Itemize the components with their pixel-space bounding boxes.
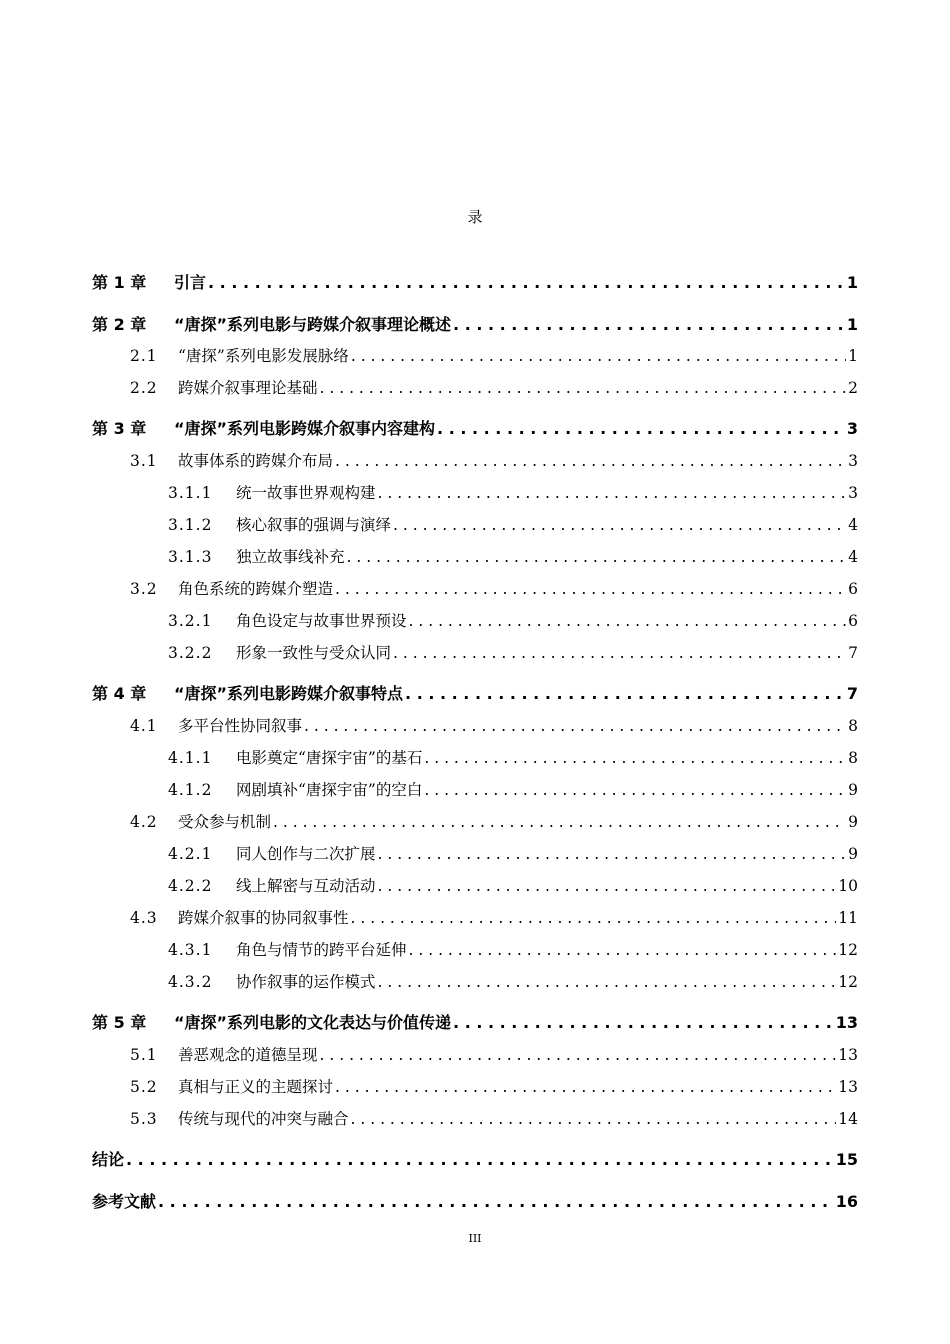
toc-entry-page: 4 [848, 516, 858, 534]
toc-entry[interactable] [130, 1075, 858, 1099]
toc-entry[interactable] [92, 416, 858, 440]
toc-entry-title: 故事体系的跨媒介布局 [178, 452, 334, 470]
toc-entry-page: 3 [848, 484, 858, 502]
toc-entry-number: 第 3 章 [92, 419, 147, 438]
toc-entry-title: 角色与情节的跨平台延伸 [236, 941, 407, 959]
toc-entry-page: 10 [838, 877, 858, 895]
toc-entry-number: 3.2.1 [168, 612, 213, 630]
toc-entry-title: “唐探”系列电影跨媒介叙事特点 [174, 684, 404, 703]
toc-entry-title: 跨媒介叙事理论基础 [178, 379, 318, 397]
toc-entry[interactable] [130, 344, 858, 368]
toc-entry[interactable] [92, 312, 858, 336]
toc-entry-number: 3.2.2 [168, 644, 213, 662]
toc-entry-page: 1 [846, 273, 858, 292]
toc-entry[interactable] [168, 938, 858, 962]
toc-entry[interactable] [168, 842, 858, 866]
toc-leader-dots [424, 749, 846, 767]
toc-entry-title: 引言 [174, 273, 207, 292]
toc-leader-dots [409, 612, 847, 630]
toc-entry-page: 1 [848, 347, 858, 365]
toc-entry[interactable] [92, 1189, 858, 1213]
toc-entry-page: 9 [848, 813, 858, 831]
toc-entry-page: 13 [835, 1013, 858, 1032]
toc-leader-dots [378, 845, 847, 863]
toc-entry[interactable] [168, 874, 858, 898]
toc-entry-number: 4.1.1 [168, 749, 213, 767]
toc-entry-number: 5.2 [130, 1078, 158, 1096]
toc-entry-number: 4.1.2 [168, 781, 213, 799]
toc-leader-dots [208, 273, 845, 292]
toc-leader-dots [378, 877, 837, 895]
toc-entry-page: 1 [846, 315, 858, 334]
toc-entry-page: 7 [848, 644, 858, 662]
toc-entry-page: 6 [848, 612, 858, 630]
toc-leader-dots [409, 941, 837, 959]
toc-entry[interactable] [168, 970, 858, 994]
toc-entry-page: 13 [838, 1078, 858, 1096]
toc-entry-title: 角色设定与故事世界预设 [236, 612, 407, 630]
toc-entry-page: 12 [838, 941, 858, 959]
toc-leader-dots [158, 1192, 834, 1211]
toc-entry[interactable] [168, 481, 858, 505]
toc-entry-number: 3.1.2 [168, 516, 213, 534]
toc-entry-title: 参考文献 [92, 1192, 157, 1211]
toc-entry[interactable] [130, 1107, 858, 1131]
toc-entry-page: 2 [848, 379, 858, 397]
toc-leader-dots [320, 1046, 837, 1064]
toc-entry-title: 核心叙事的强调与演绎 [236, 516, 392, 534]
toc-entry-title: 同人创作与二次扩展 [236, 845, 376, 863]
toc-entry-page: 12 [838, 973, 858, 991]
toc-entry[interactable] [168, 513, 858, 537]
toc-entry[interactable] [92, 1147, 858, 1171]
toc-leader-dots [378, 484, 847, 502]
toc-entry-page: 11 [838, 909, 858, 927]
toc-entry-page: 3 [848, 452, 858, 470]
toc-entry-number: 第 2 章 [92, 315, 147, 334]
toc-leader-dots [347, 548, 847, 566]
toc-leader-dots [126, 1150, 834, 1169]
toc-entry[interactable] [130, 906, 858, 930]
toc-leader-dots [335, 580, 846, 598]
toc-entry[interactable] [130, 577, 858, 601]
toc-entry[interactable] [168, 641, 858, 665]
toc-leader-dots [393, 644, 846, 662]
toc-entry-title: 独立故事线补充 [236, 548, 345, 566]
toc-entry-number: 4.1 [130, 717, 158, 735]
toc-entry-number: 4.2.1 [168, 845, 213, 863]
toc-entry-title: 角色系统的跨媒介塑造 [178, 580, 334, 598]
toc-entry-page: 6 [848, 580, 858, 598]
toc-entry-number: 3.1.3 [168, 548, 213, 566]
toc-entry-title: 真相与正义的主题探讨 [178, 1078, 334, 1096]
toc-entry-page: 7 [846, 684, 858, 703]
page-title: 录 [467, 208, 483, 226]
toc-entry-number: 4.3.2 [168, 973, 213, 991]
toc-entry-page: 8 [848, 717, 858, 735]
toc-leader-dots [405, 684, 845, 703]
toc-entry-number: 4.3.1 [168, 941, 213, 959]
toc-entry-page: 15 [835, 1150, 858, 1169]
toc-entry-page: 9 [848, 845, 858, 863]
toc-entry-page: 13 [838, 1046, 858, 1064]
toc-entry-number: 3.2 [130, 580, 158, 598]
toc-entry[interactable] [168, 778, 858, 802]
toc-leader-dots [437, 419, 845, 438]
toc-entry-number: 3.1.1 [168, 484, 213, 502]
toc-entry-page: 8 [848, 749, 858, 767]
toc-entry[interactable] [92, 270, 858, 294]
toc-entry-number: 3.1 [130, 452, 158, 470]
toc-entry-title: 协作叙事的运作模式 [236, 973, 376, 991]
toc-leader-dots [304, 717, 846, 735]
toc-entry[interactable] [130, 449, 858, 473]
toc-entry[interactable] [130, 714, 858, 738]
toc-entry[interactable] [168, 609, 858, 633]
toc-entry-number: 2.2 [130, 379, 158, 397]
toc-entry-number: 第 1 章 [92, 273, 147, 292]
toc-entry-title: “唐探”系列电影的文化表达与价值传递 [174, 1013, 452, 1032]
toc-leader-dots [351, 1110, 837, 1128]
toc-entry-page: 14 [838, 1110, 858, 1128]
toc-entry-number: 第 4 章 [92, 684, 147, 703]
toc-leader-dots [378, 973, 837, 991]
toc-entry-number: 4.3 [130, 909, 158, 927]
toc-leader-dots [320, 379, 847, 397]
toc-leader-dots [273, 813, 846, 831]
toc-entry-title: 多平台性协同叙事 [178, 717, 303, 735]
toc-entry-page: 4 [848, 548, 858, 566]
toc-entry-number: 5.1 [130, 1046, 158, 1064]
toc-entry[interactable] [130, 1043, 858, 1067]
toc-entry-title: 统一故事世界观构建 [236, 484, 376, 502]
toc-entry-title: 善恶观念的道德呈现 [178, 1046, 318, 1064]
toc-leader-dots [351, 347, 846, 365]
toc-entry-title: “唐探”系列电影发展脉络 [178, 347, 349, 365]
toc-entry-title: 传统与现代的冲突与融合 [178, 1110, 349, 1128]
toc-entry-title: 线上解密与互动活动 [236, 877, 376, 895]
toc-leader-dots [351, 909, 837, 927]
toc-entry[interactable] [92, 681, 858, 705]
toc-entry-number: 5.3 [130, 1110, 158, 1128]
page-number-footer: III [468, 1232, 482, 1245]
toc-entry[interactable] [168, 545, 858, 569]
toc-entry-title: “唐探”系列电影与跨媒介叙事理论概述 [174, 315, 452, 334]
toc-entry[interactable] [92, 1010, 858, 1034]
toc-entry-number: 4.2 [130, 813, 158, 831]
toc-leader-dots [424, 781, 846, 799]
toc-entry-number: 2.1 [130, 347, 158, 365]
toc-leader-dots [335, 452, 846, 470]
toc-entry-page: 9 [848, 781, 858, 799]
toc-entry-title: 结论 [92, 1150, 125, 1169]
toc-entry-title: 受众参与机制 [178, 813, 272, 831]
toc-entry-page: 16 [835, 1192, 858, 1211]
toc-leader-dots [335, 1078, 836, 1096]
toc-entry-number: 4.2.2 [168, 877, 213, 895]
toc-entry-title: 电影奠定“唐探宇宙”的基石 [236, 749, 423, 767]
toc-entry[interactable] [130, 810, 858, 834]
toc-entry-page: 3 [846, 419, 858, 438]
toc-entry-number: 第 5 章 [92, 1013, 147, 1032]
toc-entry[interactable] [130, 376, 858, 400]
toc-entry[interactable] [168, 746, 858, 770]
toc-entry-title: “唐探”系列电影跨媒介叙事内容建构 [174, 419, 436, 438]
toc-entry-title: 形象一致性与受众认同 [236, 644, 392, 662]
toc-entry-title: 跨媒介叙事的协同叙事性 [178, 909, 349, 927]
toc-leader-dots [453, 315, 845, 334]
toc-entry-title: 网剧填补“唐探宇宙”的空白 [236, 781, 423, 799]
toc-leader-dots [453, 1013, 834, 1032]
toc-leader-dots [393, 516, 846, 534]
